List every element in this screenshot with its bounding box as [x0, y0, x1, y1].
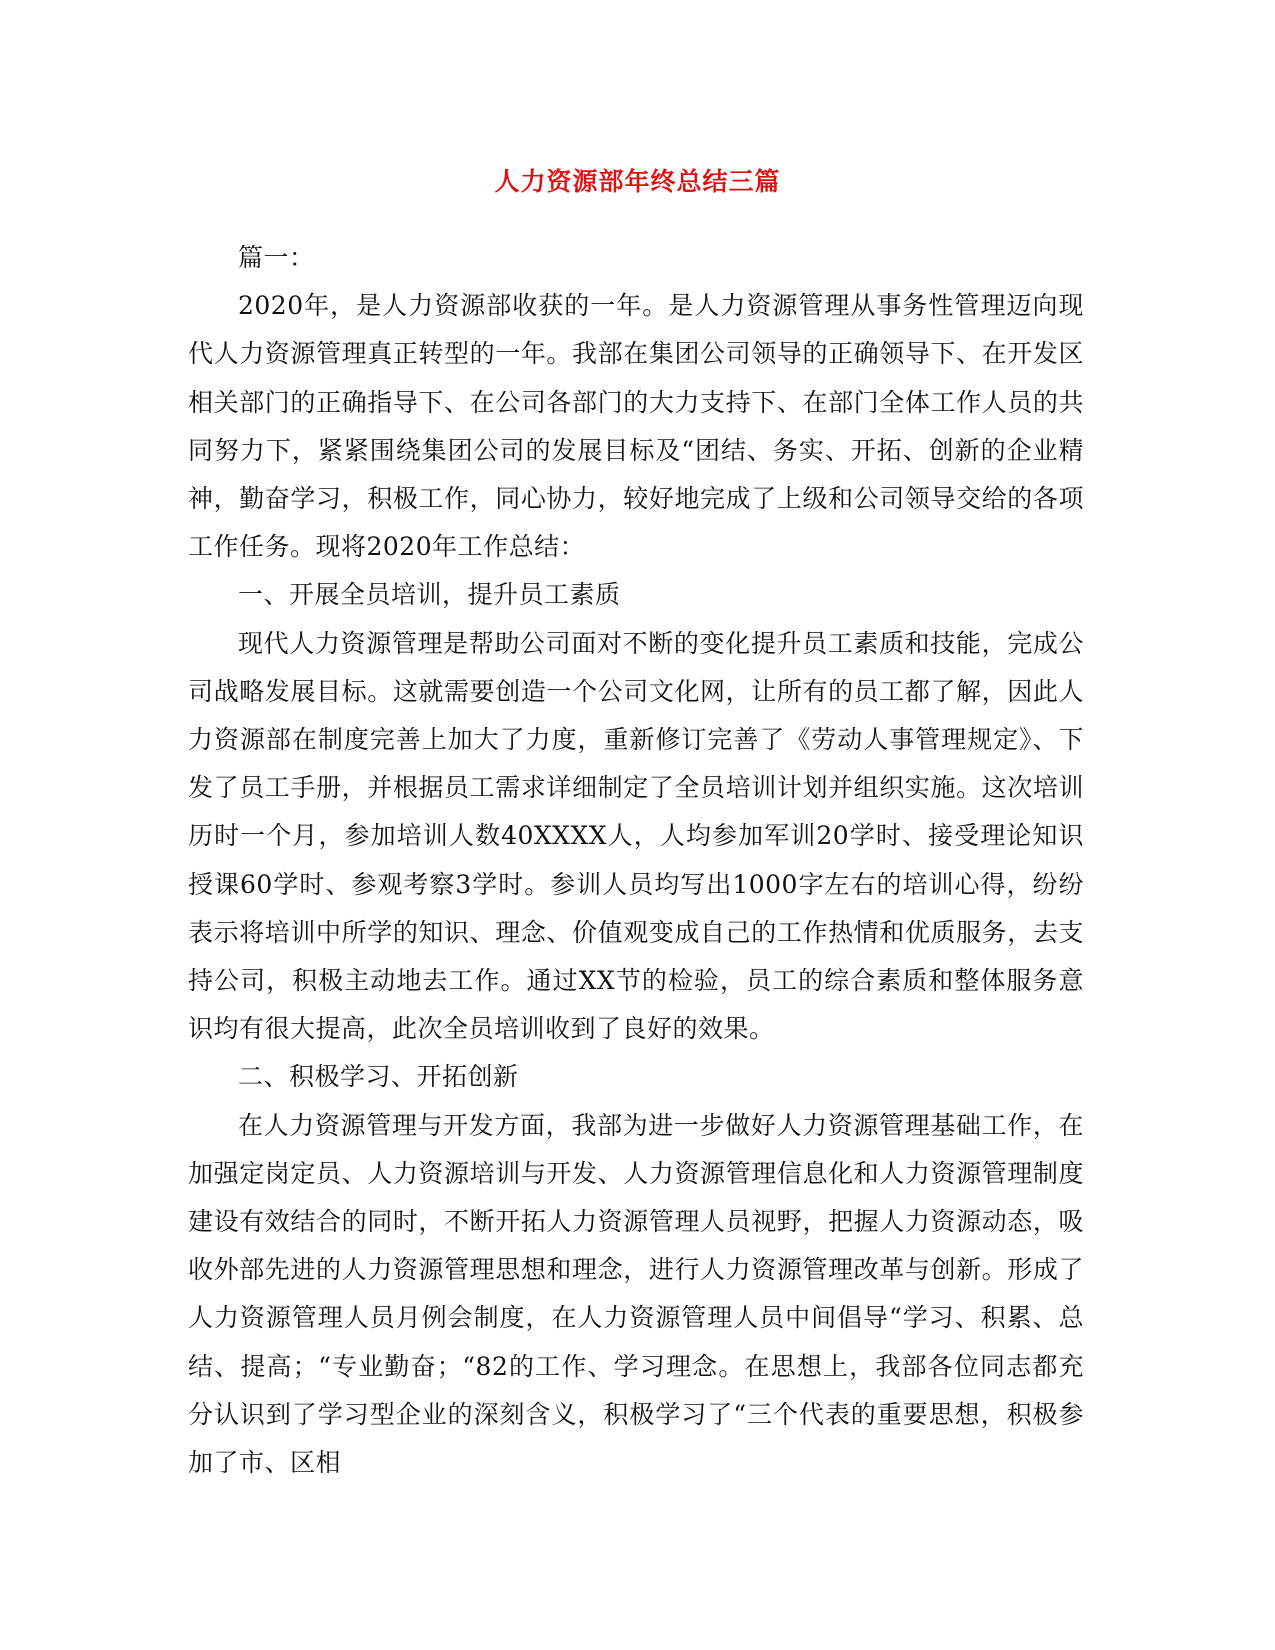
training-paragraph: 现代人力资源管理是帮助公司面对不断的变化提升员工素质和技能，完成公司战略发展目标。这就需要创造一个公司文化网，让所有的员工都了解，因此人力资源部在制度完善上加大了力度，重新修订完善了《劳动人事管理规定》、下发了员工手册，并根据员工需求详细制定了全员培训计划并组织实施。这次培训历时一个月，参加培训人数40XXXX人，人均参加军训20学时、接受理论知识授课60学时、参观考察3学时。参训人员均写出1000字左右的培训心得，纷纷表示将培训中所学的知识、理念、价值观变成自己的工作热情和优质服务，去支持公司，积极主动地去工作。通过XX节的检验，员工的综合素质和整体服务意识均有很大提高，此次全员培训收到了良好的效果。 [188, 628, 1084, 1044]
section-label-paragraph: 篇一： [238, 243, 315, 272]
intro-paragraph: 2020年，是人力资源部收获的一年。是人力资源管理从事务性管理迈向现代人力资源管理真正转型的一年。我部在集团公司领导的正确领导下、在开发区相关部门的正确指导下、在公司各部门的大力支持下、在部门全体工作人员的共同努力下，紧紧围绕集团公司的发展目标及“团结、务实、开拓、创新的企业精神，勤奋学习，积极工作，同心协力，较好地完成了上级和公司领导交给的各项工作任务。现将2020年工作总结： [188, 291, 1084, 562]
heading-training: 一、开展全员培训，提升员工素质 [238, 580, 621, 610]
heading-innovation: 二、积极学习、开拓创新 [238, 1062, 519, 1092]
innovation-paragraph: 在人力资源管理与开发方面，我部为进一步做好人力资源管理基础工作，在加强定岗定员、人力资源培训与开发、人力资源管理信息化和人力资源管理制度建设有效结合的同时，不断开拓人力资源管理人员视野，把握人力资源动态，吸收外部先进的人力资源管理思想和理念，进行人力资源管理改革与创新。形成了人力资源管理人员月例会制度，在人力资源管理人员中间倡导“学习、积累、总结、提高；“专业勤奋；“82的工作、学习理念。在思想上，我部各位同志都充分认识到了学习型企业的深刻含义，积极学习了“三个代表的重要思想，积极参加了市、区相 [188, 1110, 1084, 1478]
document-title: 人力资源部年终总结三篇 [494, 167, 781, 196]
document-body [188, 234, 1084, 1487]
